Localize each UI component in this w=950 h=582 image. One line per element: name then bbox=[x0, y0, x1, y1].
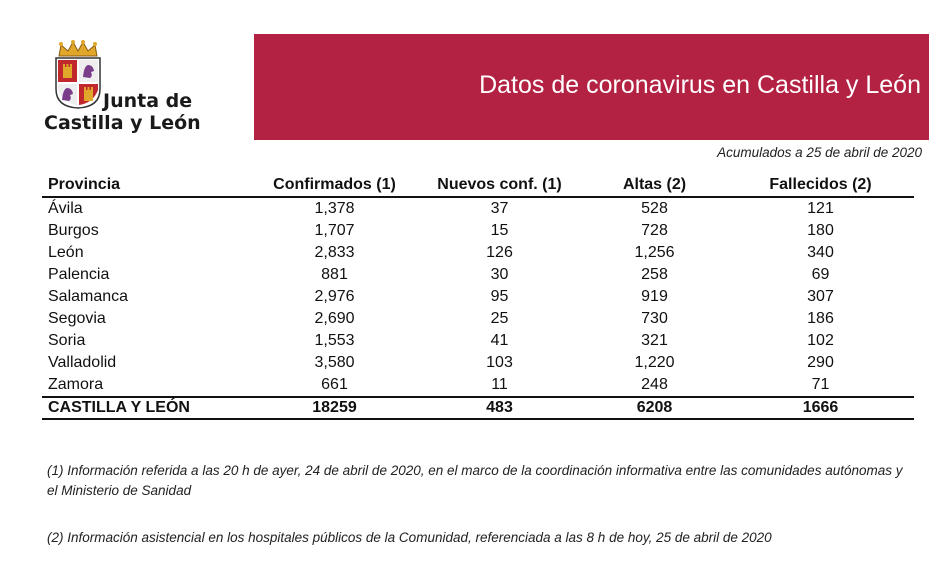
table-row bbox=[42, 352, 914, 374]
cell-provincia: Salamanca bbox=[48, 288, 129, 305]
footnote-1: (1) Información referida a las 20 h de ayer, 24 de abril de 2020, en el marco de la coordinación informativa entre las comunidades autónomas y el Ministerio de Sanidad bbox=[47, 463, 903, 498]
cell-confirmados: 3,580 bbox=[314, 354, 355, 371]
header-fallecidos: Fallecidos (2) bbox=[727, 174, 914, 197]
cell-nuevos: 30 bbox=[490, 266, 509, 283]
data-table bbox=[42, 174, 914, 420]
cell-provincia: Ávila bbox=[48, 200, 83, 217]
table-row bbox=[42, 242, 914, 264]
cell-fallecidos: 121 bbox=[807, 200, 834, 217]
cell-confirmados: 661 bbox=[321, 376, 348, 393]
cell-nuevos: 15 bbox=[490, 222, 509, 239]
table-row bbox=[42, 197, 914, 220]
cell-altas: 728 bbox=[641, 222, 668, 239]
logo-text bbox=[44, 90, 201, 134]
cell-nuevos: 37 bbox=[490, 200, 509, 217]
table-row bbox=[42, 330, 914, 352]
header-nuevos: Nuevos conf. (1) bbox=[417, 174, 582, 197]
header-altas: Altas (2) bbox=[582, 174, 727, 197]
table-header-row bbox=[42, 174, 914, 197]
cell-nuevos: 126 bbox=[486, 244, 513, 261]
total-altas: 6208 bbox=[582, 397, 727, 419]
cell-altas: 730 bbox=[641, 310, 668, 327]
cell-altas: 1,256 bbox=[634, 244, 675, 261]
total-nuevos: 483 bbox=[417, 397, 582, 419]
table-row bbox=[42, 374, 914, 397]
cell-fallecidos: 307 bbox=[807, 288, 834, 305]
cell-altas: 528 bbox=[641, 200, 668, 217]
cell-altas: 248 bbox=[641, 376, 668, 393]
cell-provincia: Palencia bbox=[48, 266, 110, 283]
logo-line-1: Junta de bbox=[103, 90, 193, 112]
table-row bbox=[42, 264, 914, 286]
cell-confirmados: 881 bbox=[321, 266, 348, 283]
table-row bbox=[42, 286, 914, 308]
table-row bbox=[42, 308, 914, 330]
cell-provincia: Valladolid bbox=[48, 354, 117, 371]
cell-provincia: Segovia bbox=[48, 310, 106, 327]
total-confirmados: 18259 bbox=[252, 397, 417, 419]
cell-nuevos: 25 bbox=[490, 310, 509, 327]
cell-confirmados: 2,976 bbox=[314, 288, 355, 305]
cell-nuevos: 103 bbox=[486, 354, 513, 371]
cell-nuevos: 41 bbox=[490, 332, 509, 349]
cell-altas: 258 bbox=[641, 266, 668, 283]
total-fallecidos: 1666 bbox=[727, 397, 914, 419]
header-provincia: Provincia bbox=[42, 174, 252, 197]
cell-nuevos: 95 bbox=[490, 288, 509, 305]
cell-provincia: Burgos bbox=[48, 222, 99, 239]
table-row bbox=[42, 220, 914, 242]
cell-altas: 321 bbox=[641, 332, 668, 349]
cell-confirmados: 1,553 bbox=[314, 332, 355, 349]
cell-fallecidos: 186 bbox=[807, 310, 834, 327]
cell-fallecidos: 290 bbox=[807, 354, 834, 371]
cell-fallecidos: 340 bbox=[807, 244, 834, 261]
header-confirmados: Confirmados (1) bbox=[252, 174, 417, 197]
page-title: Datos de coronavirus en Castilla y León bbox=[479, 71, 921, 99]
cell-provincia: León bbox=[48, 244, 84, 261]
total-label: CASTILLA Y LEÓN bbox=[42, 397, 252, 419]
crown-icon bbox=[57, 40, 99, 58]
cell-fallecidos: 180 bbox=[807, 222, 834, 239]
cell-confirmados: 2,833 bbox=[314, 244, 355, 261]
cell-fallecidos: 71 bbox=[811, 376, 830, 393]
cell-confirmados: 1,707 bbox=[314, 222, 355, 239]
cell-altas: 919 bbox=[641, 288, 668, 305]
cell-fallecidos: 69 bbox=[811, 266, 830, 283]
junta-logo bbox=[44, 40, 214, 140]
footnote-2: (2) Información asistencial en los hospitales públicos de la Comunidad, referenciada a las 8 h de hoy, 25 de abril de 2020 bbox=[47, 530, 772, 545]
cell-confirmados: 1,378 bbox=[314, 200, 355, 217]
cell-altas: 1,220 bbox=[634, 354, 675, 371]
date-subtitle: Acumulados a 25 de abril de 2020 bbox=[717, 145, 922, 160]
cell-nuevos: 11 bbox=[491, 376, 508, 393]
cell-provincia: Soria bbox=[48, 332, 86, 349]
cell-fallecidos: 102 bbox=[807, 332, 834, 349]
cell-confirmados: 2,690 bbox=[314, 310, 355, 327]
table-total-row bbox=[42, 397, 914, 419]
title-banner bbox=[254, 34, 929, 140]
logo-line-2: Castilla y León bbox=[44, 112, 201, 134]
cell-provincia: Zamora bbox=[48, 376, 104, 393]
